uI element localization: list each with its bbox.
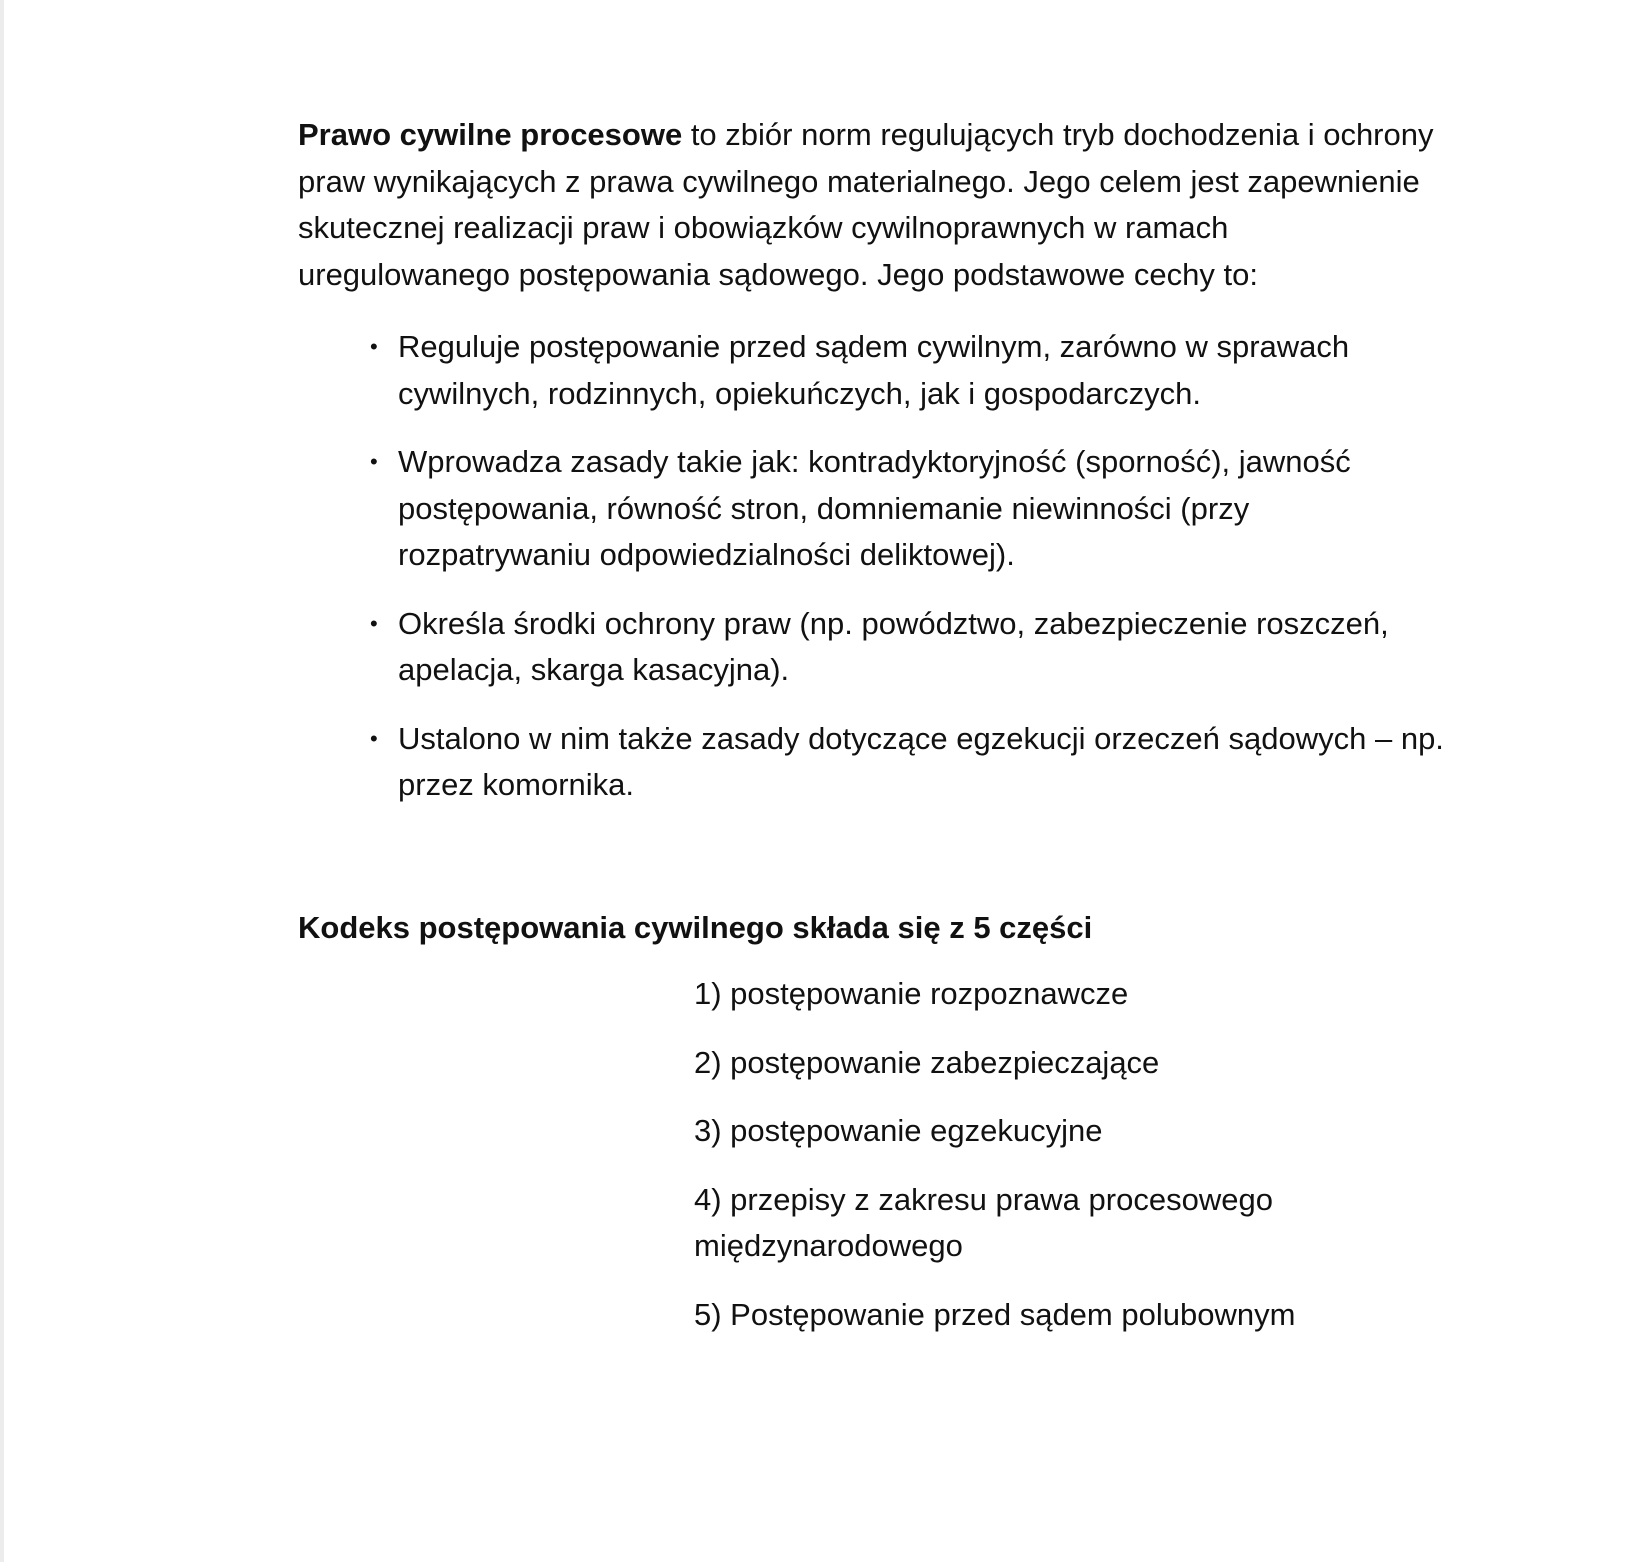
part-item: 1) postępowanie rozpoznawcze	[694, 976, 1129, 1011]
document-body	[298, 112, 1448, 1360]
part-item: 3) postępowanie egzekucyjne	[694, 1113, 1103, 1148]
intro-text: to zbiór norm regulujących tryb dochodzenia i ochrony praw wynikających z prawa cywilnego materialnego. Jego celem jest zapewnienie skutecznej realizacji praw i obowiązków cywilnoprawnych w ramach uregulowanego postępowania sądowego. Jego podstawowe cechy to:	[298, 117, 1434, 292]
features-list	[298, 324, 1448, 809]
list-item	[370, 439, 1448, 579]
list-item-text: Reguluje postępowanie przed sądem cywilnym, zarówno w sprawach cywilnych, rodzinnych, opiekuńczych, jak i gospodarczych.	[398, 329, 1350, 411]
part-item: 2) postępowanie zabezpieczające	[694, 1044, 1160, 1080]
list-item-text: Ustalono w nim także zasady dotyczące egzekucji orzeczeń sądowych – np. przez komornika.	[398, 720, 1444, 802]
bullet-icon: •	[370, 334, 378, 359]
part-item: 5) Postępowanie przed sądem polubownym	[694, 1296, 1296, 1332]
list-item	[370, 716, 1448, 809]
page-edge	[0, 0, 4, 1562]
list-item	[370, 324, 1448, 417]
code-parts-list	[298, 971, 1448, 1338]
bullet-icon: •	[370, 449, 378, 474]
list-item-text: Określa środki ochrony praw (np. powództwo, zabezpieczenie roszczeń, apelacja, skarga kasacyjna).	[398, 605, 1389, 687]
part-item: 4) przepisy z zakresu prawa procesowego międzynarodowego	[694, 1181, 1273, 1263]
list-item-text: Wprowadza zasady takie jak: kontradyktoryjność (sporność), jawność postępowania, równość stron, domniemanie niewinności (przy rozpatrywaniu odpowiedzialności deliktowej).	[398, 444, 1351, 572]
section-title: Kodeks postępowania cywilnego składa się z 5 części	[298, 909, 1093, 945]
bullet-icon: •	[370, 725, 378, 751]
intro-paragraph	[298, 112, 1448, 298]
intro-lead-bold: Prawo cywilne procesowe	[298, 117, 683, 152]
bullet-icon: •	[370, 610, 378, 636]
list-item	[370, 601, 1448, 694]
